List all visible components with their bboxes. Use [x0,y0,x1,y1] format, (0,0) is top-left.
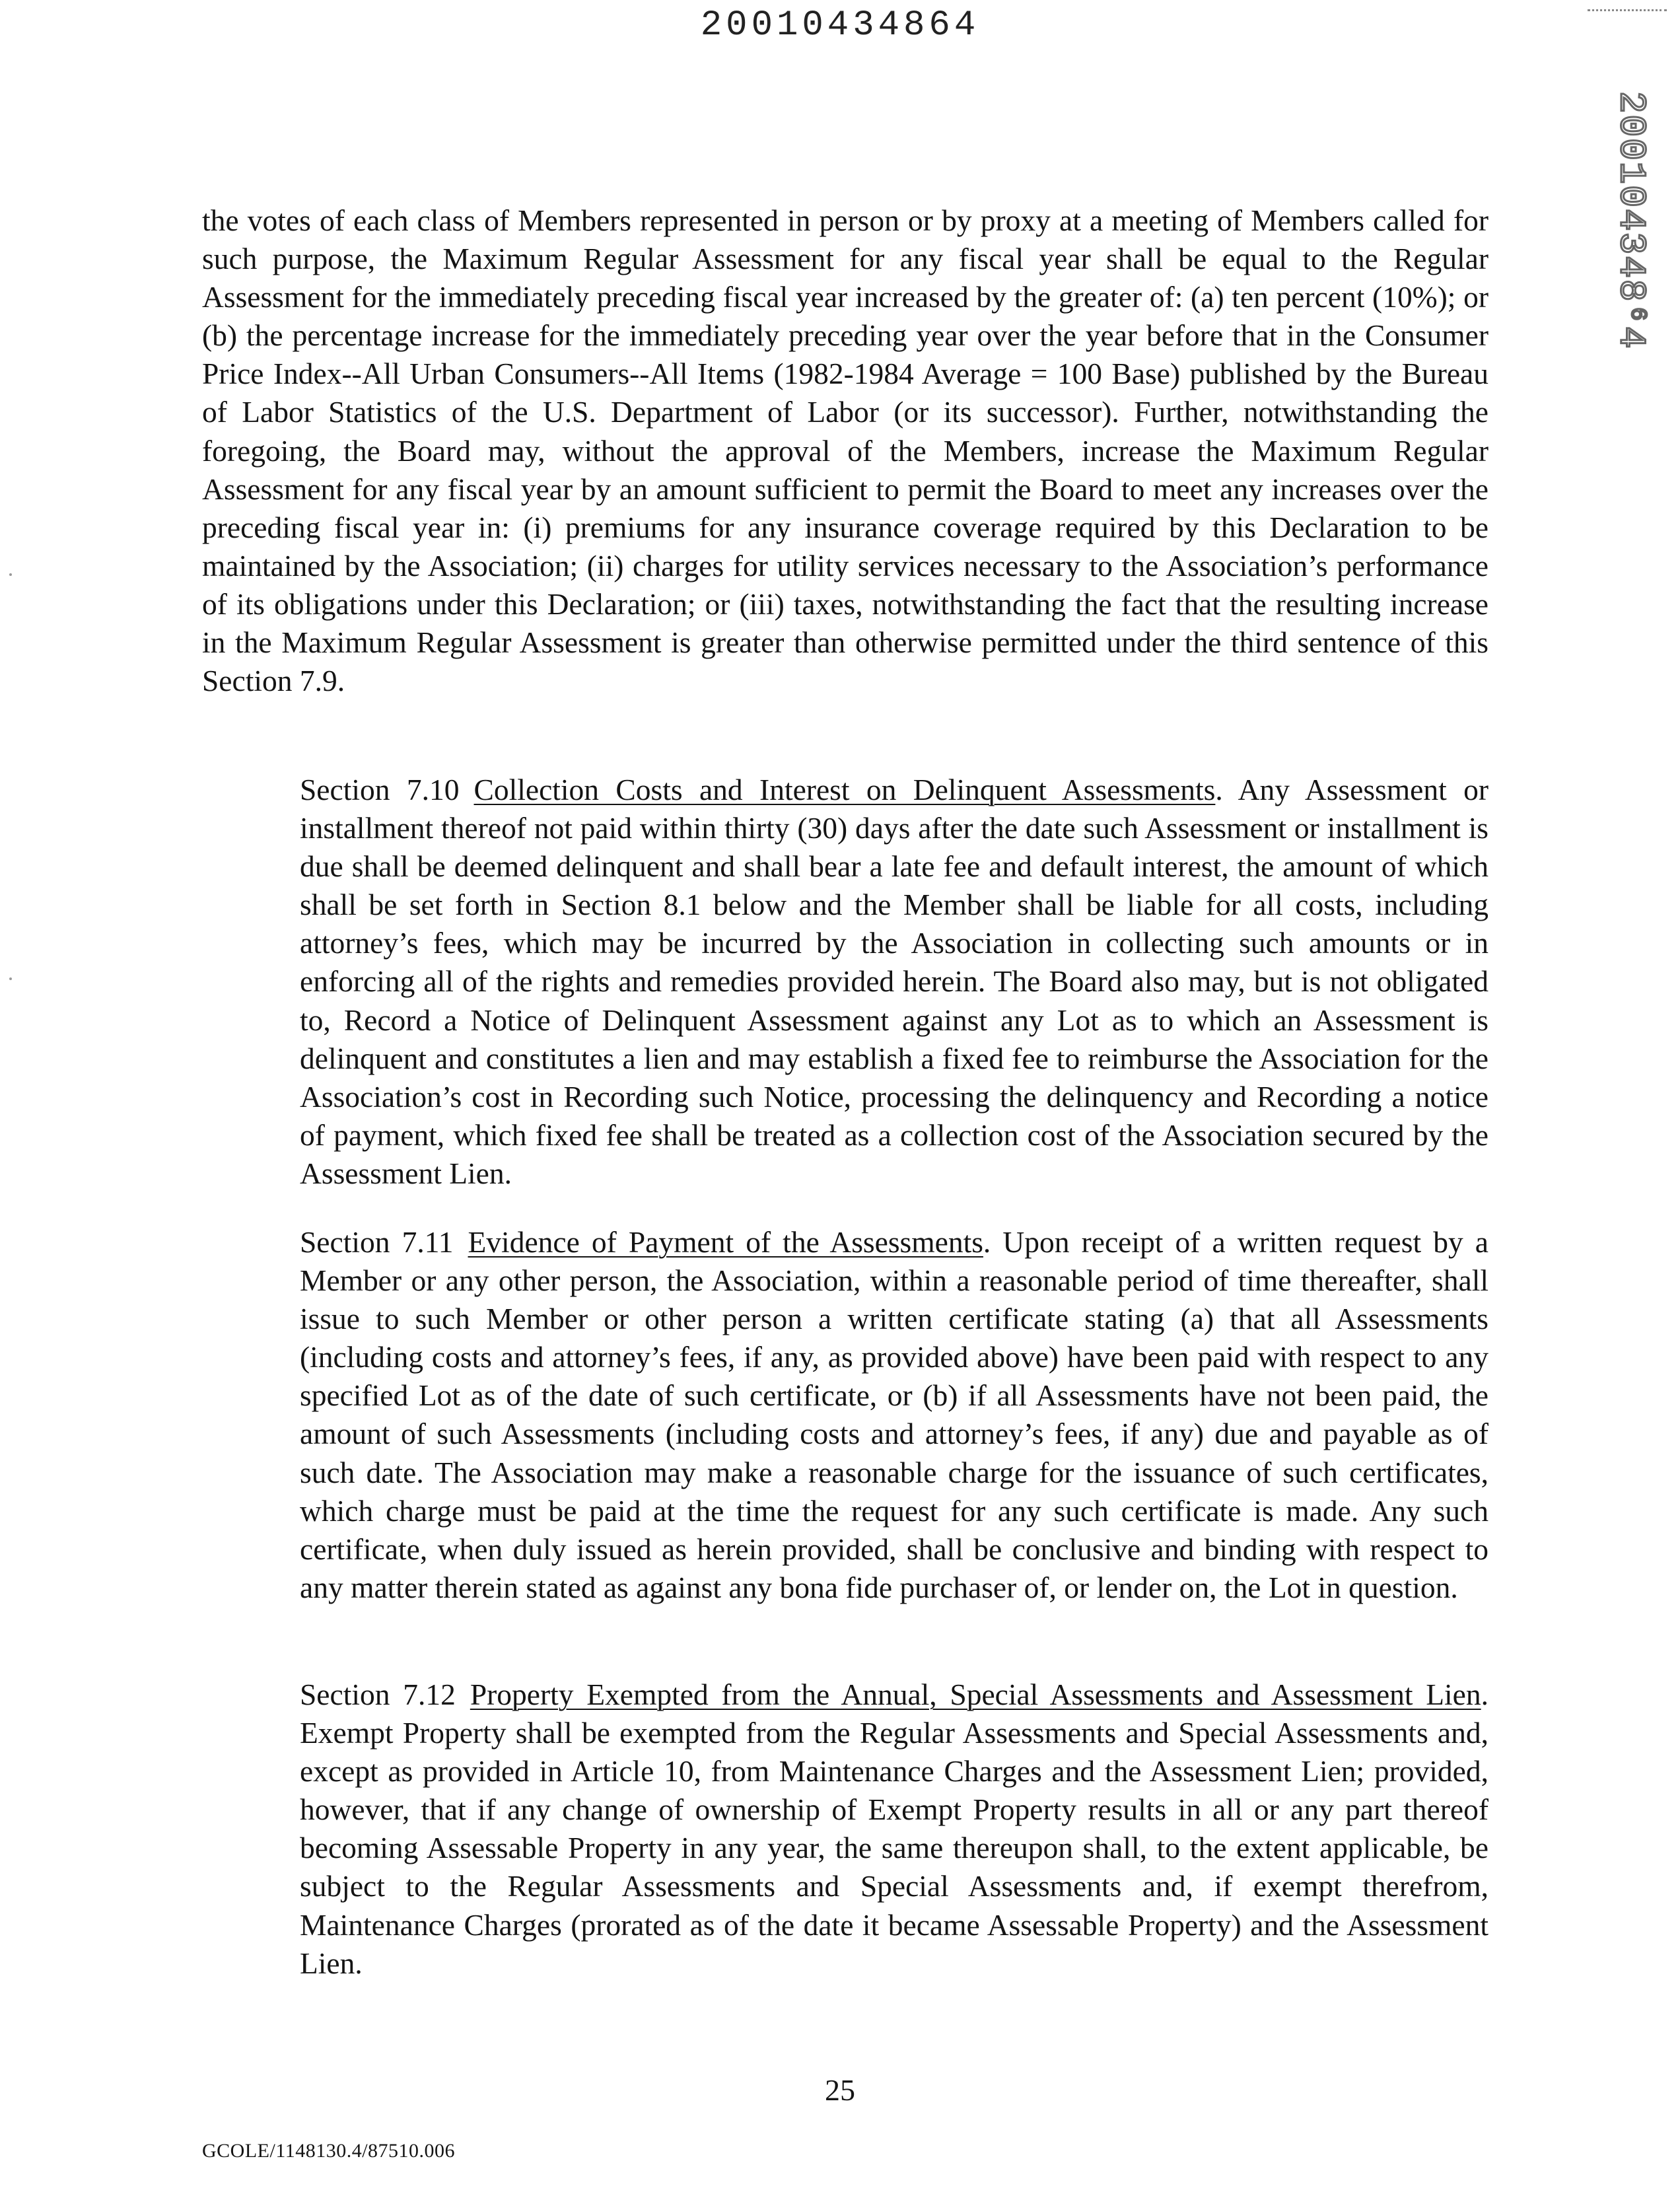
paragraph-text: the votes of each class of Members represented in person or by proxy at a meeting of Members called for such purpose, the Maximum Regular Assessment for any fiscal year shall be equal to the Regular Assessment for the immediately preceding fiscal year increased by the greater of: (a) ten percent (10%); or (b) the percentage increase for the immediately preceding year over the year before that in the Consumer Price Index--All Urban Consumers--All Items (1982-1984 Average = 100 Base) published by the Bureau of Labor Statistics of the U.S. Department of Labor (or its successor). Further, notwithstanding the foregoing, the Board may, without the approval of the Members, increase the Maximum Regular Assessment for any fiscal year by an amount sufficient to permit the Board to meet any increases over the preceding fiscal year in: (i) premiums for any insurance coverage required by this Declaration to be maintained by the Association; (ii) charges for utility services necessary to the Association’s performance of its obligations under this Declaration; or (iii) taxes, notwithstanding the fact that the resulting increase in the Maximum Regular Assessment is greater than otherwise permitted under the third sentence of this Section 7.9. [202,203,1488,698]
section-heading: Evidence of Payment of the Assessments [468,1225,983,1259]
paragraph-continuation [202,201,1488,700]
scan-speck [9,977,12,980]
side-stamp [1598,91,1664,350]
section-text: Any Assessment or installment thereof not paid within thirty (30) days after the date such Assessment or installment is due shall be deemed delinquent and shall bear a late fee and default interest, the amount of which shall be set forth in Section 8.1 below and the Member shall be liable for all costs, including attorney’s fees, which may be incurred by the Association in collecting such amounts or in enforcing all of the rights and remedies provided herein. The Board also may, but is not obligated to, Record a Notice of Delinquent Assessment against any Lot as to which an Assessment is delinquent and constitutes a lien and may establish a fixed fee to reimburse the Association for the Association’s cost in Recording such Notice, processing the delinquency and Recording a notice of payment, which fixed fee shall be treated as a collection cost of the Association secured by the Assessment Lien. [300,773,1488,1190]
section-number: Section 7.12 [300,1678,456,1711]
section-heading: Property Exempted from the Annual, Special Assessments and Assessment Lien [470,1678,1481,1711]
section-number: Section 7.11 [300,1225,454,1259]
section-number: Section 7.10 [300,773,460,806]
page-number: 25 [825,2073,855,2107]
section-text: Exempt Property shall be exempted from the Regular Assessments and Special Assessments and, except as provided in Article 10, from Maintenance Charges and the Assessment Lien; provided, however, that if any change of ownership of Exempt Property results in all or any part thereof becoming Assessable Property in any year, the same thereupon shall, to the extent applicable, be subject to the Regular Assessments and Special Assessments and, if exempt therefrom, Maintenance Charges (prorated as of the date it became Assessable Property) and the Assessment Lien. [300,1716,1488,1980]
section-heading: Collection Costs and Interest on Delinquent Assessments [473,773,1216,806]
footer-doc-code: GCOLE/1148130.4/87510.006 [202,2140,456,2162]
section-7-12: Section 7.12 Property Exempted from the Annual, Special Assessments and Assessment Lien. Exempt Property shall be exempted from the Regular Assessments and Special Assessments and, except as provided in Article 10, from Maintenance Charges and the Assessment Lien; provided, however, that if any change of ownership of Exempt Property results in all or any part thereof becoming Assessable Property in any year, the same thereupon shall, to the extent applicable, be subject to the Regular Assessments and Special Assessments and, if exempt therefrom, Maintenance Charges (prorated as of the date it became Assessable Property) and the Assessment Lien. [300,1678,1489,1980]
section-text: Upon receipt of a written request by a Member or any other person, the Association, within a reasonable period of time thereafter, shall issue to such Member or other person a written certificate stating (a) that all Assessments (including costs and attorney’s fees, if any, as provided above) have been paid with respect to any specified Lot as of the date of such certificate, or (b) if all Assessments have not been paid, the amount of such Assessments (including costs and attorney’s fees, if any) due and payable as of such date. The Association may make a reasonable charge for the issuance of such certificates, which charge must be paid at the time the request for any such certificate is made. Any such certificate, when duly issued as herein provided, shall be conclusive and binding with respect to any matter therein stated as against any bona fide purchaser of, or lender on, the Lot in question. [300,1225,1488,1604]
section-7-10: Section 7.10 Collection Costs and Interest on Delinquent Assessments. Any Assessment or installment thereof not paid within thirty (30) days after the date such Assessment or installment is due shall be deemed delinquent and shall bear a late fee and default interest, the amount of which shall be set forth in Section 8.1 below and the Member shall be liable for all costs, including attorney’s fees, which may be incurred by the Association in collecting such amounts or in enforcing all of the rights and remedies provided herein. The Board also may, but is not obligated to, Record a Notice of Delinquent Assessment against any Lot as to which an Assessment is delinquent and constitutes a lien and may establish a fixed fee to reimburse the Association for the Association’s cost in Recording such Notice, processing the delinquency and Recording a notice of payment, which fixed fee shall be treated as a collection cost of the Association secured by the Assessment Lien. [300,773,1488,1190]
scan-speck [9,573,12,576]
side-stamp-text: 200104348⁶4 [1610,91,1652,350]
section-7-11: Section 7.11 Evidence of Payment of the Assessments. Upon receipt of a written request by a Member or any other person, the Association, within a reasonable period of time thereafter, shall issue to such Member or other person a written certificate stating (a) that all Assessments (including costs and attorney’s fees, if any, as provided above) have been paid with respect to any specified Lot as of the date of such certificate, or (b) if all Assessments have not been paid, the amount of such Assessments (including costs and attorney’s fees, if any) due and payable as of such date. The Association may make a reasonable charge for the issuance of such certificates, which charge must be paid at the time the request for any such certificate is made. Any such certificate, when duly issued as herein provided, shall be conclusive and binding with respect to any matter therein stated as against any bona fide purchaser of, or lender on, the Lot in question. [300,1225,1488,1604]
document-number: 20010434864 [700,5,980,46]
